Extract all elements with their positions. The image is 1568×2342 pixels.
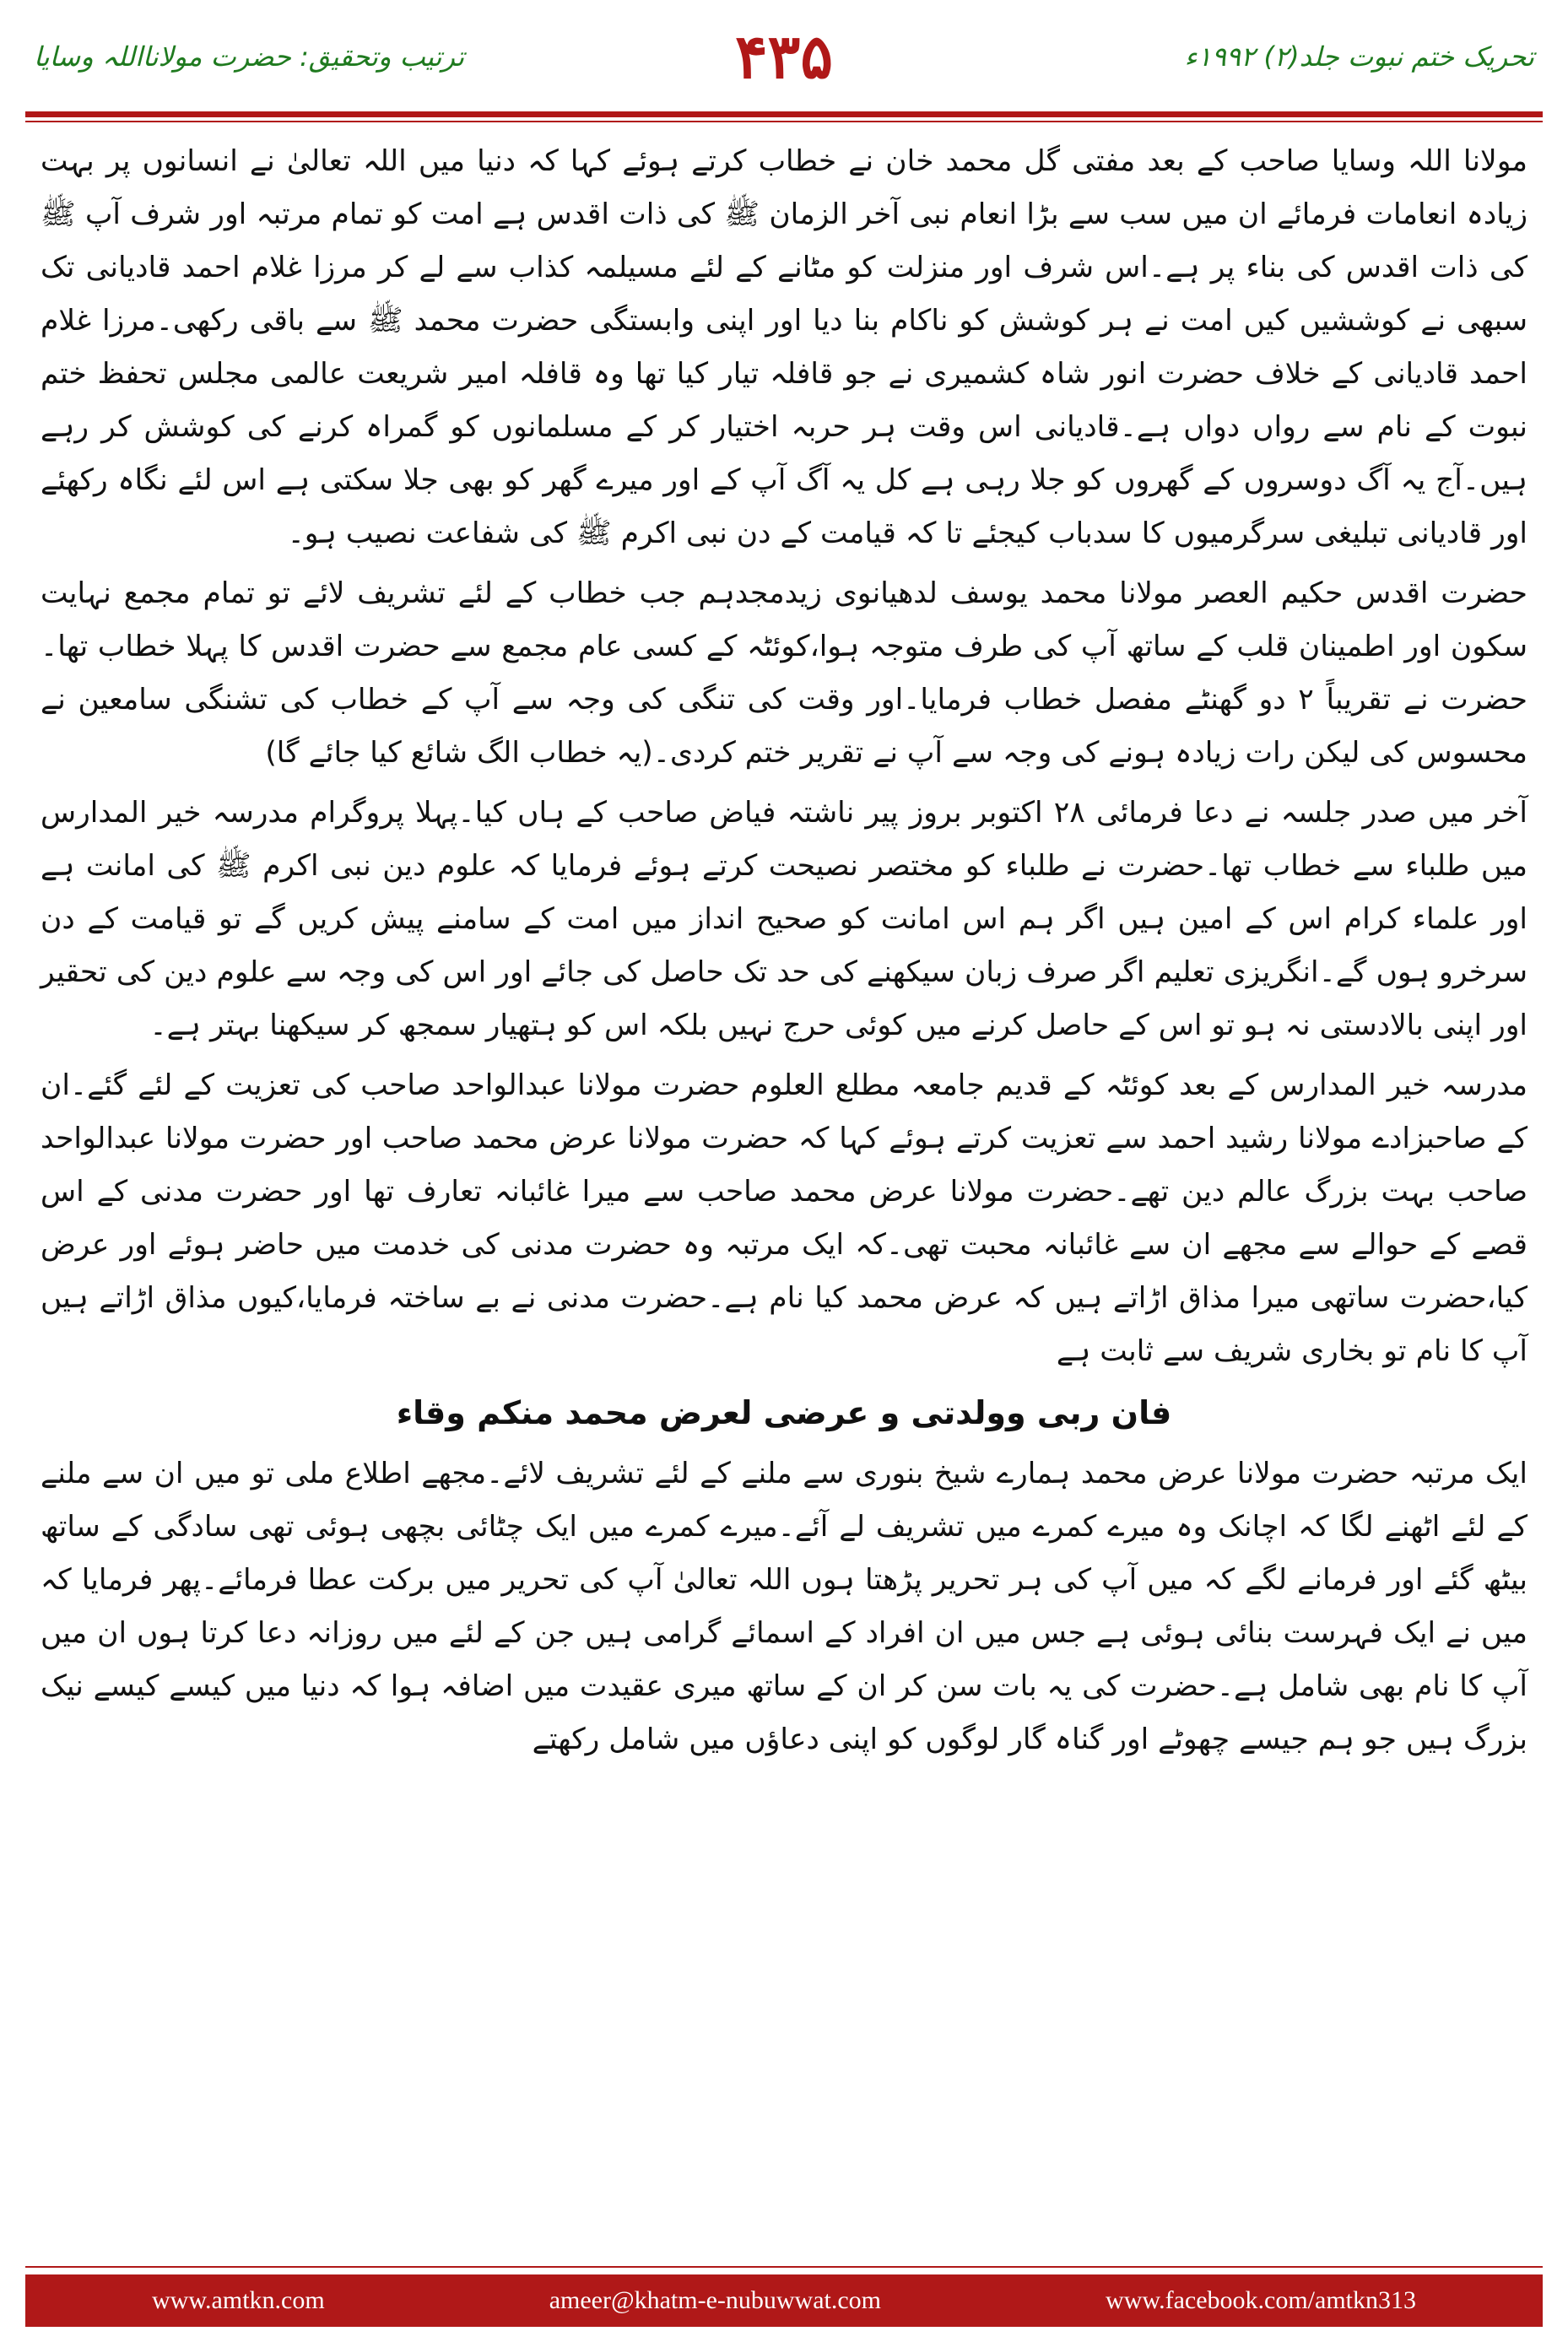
paragraph: ایک مرتبہ حضرت مولانا عرض محمد ہمارے شیخ بنوری سے ملنے کے لئے تشریف لائے۔مجھے اطلاع ملی تو میں ان سے ملنے کے لئے اٹھنے لگا کہ اچانک وہ میرے کمرے میں تشریف لے آئے۔میرے کمرے میں ایک چٹائی بچھی ہوئی تھی سادگی کے ساتھ بیٹھ گئے اور فرمانے لگے کہ میں آپ کی ہر تحریر پڑھتا ہوں اللہ تعالیٰ آپ کی تحریر میں برکت عطا فرمائے۔پھر فرمایا کہ میں نے ایک فہرست بنائی ہوئی ہے جس میں ان افراد کے اسمائے گرامی ہیں جن کے لئے میں روزانہ دعا کرتا ہوں ان میں آپ کا نام بھی شامل ہے۔حضرت کی یہ بات سن کر ان کے ساتھ میری عقیدت میں اضافہ ہوا کہ دنیا میں کیسے کیسے نیک بزرگ ہیں جو ہم جیسے چھوٹے اور گناہ گار لوگوں کو اپنی دعاؤں میں شامل رکھتے bbox=[41, 1457, 1527, 1756]
compiler-credit: ترتیب وتحقیق: حضرت مولانااللہ وسایا bbox=[34, 41, 465, 73]
page-footer bbox=[25, 2274, 1543, 2327]
website-link[interactable]: www.amtkn.com bbox=[152, 2286, 325, 2314]
email-link[interactable]: ameer@khatm-e-nubuwwat.com bbox=[549, 2286, 882, 2314]
article-body bbox=[41, 135, 1527, 2249]
book-title: تحریک ختم نبوت جلد(۲) ۱۹۹۲ء bbox=[1184, 41, 1534, 73]
paragraph: مدرسہ خیر المدارس کے بعد کوئٹہ کے قدیم جامعہ مطلع العلوم حضرت مولانا عبدالواحد صاحب کی تعزیت کے لئے گئے۔ان کے صاحبزادے مولانا رشید احمد سے تعزیت کرتے ہوئے کہا کہ حضرت مولانا عرض محمد صاحب اور حضرت مولانا عبدالواحد صاحب بہت بزرگ عالم دین تھے۔حضرت مولانا عرض محمد صاحب سے میرا غائبانہ تعارف تھا اور حضرت مدنی کے اس قصے کے حوالے سے مجھے ان سے غائبانہ محبت تھی۔کہ ایک مرتبہ وہ حضرت مدنی کی خدمت میں حاضر ہوئے اور عرض کیا،حضرت ساتھی میرا مذاق اڑاتے ہیں کہ عرض محمد کیا نام ہے۔حضرت مدنی نے بے ساختہ فرمایا،کیوں مذاق اڑاتے ہیں آپ کا نام تو بخاری شریف سے ثابت ہے bbox=[41, 1068, 1527, 1368]
arabic-verse: فان ربی وولدتی و عرضی لعرض محمد منکم وقاء bbox=[396, 1394, 1172, 1431]
footer-divider bbox=[25, 2266, 1543, 2268]
paragraph: حضرت اقدس حکیم العصر مولانا محمد یوسف لدھیانوی زیدمجدہم جب خطاب کے لئے تشریف لائے تو تمام مجمع نہایت سکون اور اطمینان قلب کے ساتھ آپ کی طرف متوجہ ہوا،کوئٹہ کے کسی عام مجمع سے حضرت اقدس کا پہلا خطاب تھا۔حضرت نے تقریباً ۲ دو گھنٹے مفصل خطاب فرمایا۔اور وقت کی تنگی کی وجہ سے آپ کے خطاب کی تشنگی سامعین نے محسوس کی لیکن رات زیادہ ہونے کی وجہ سے آپ نے تقریر ختم کردی۔(یہ خطاب الگ شائع کیا جائے گا) bbox=[41, 576, 1527, 770]
paragraph: مولانا اللہ وسایا صاحب کے بعد مفتی گل محمد خان نے خطاب کرتے ہوئے کہا کہ دنیا میں اللہ تعالیٰ نے انسانوں پر بہت زیادہ انعامات فرمائے ان میں سب سے بڑا انعام نبی آخر الزمان ﷺ کی ذات اقدس ہے امت کو تمام مرتبہ اور شرف آپ ﷺ کی ذات اقدس کی بناء پر ہے۔اس شرف اور منزلت کو مٹانے کے لئے مسیلمہ کذاب سے لے کر مرزا غلام احمد قادیانی تک سبھی نے کوششیں کیں امت نے ہر کوشش کو ناکام بنا دیا اور اپنی وابستگی حضرت محمد ﷺ سے باقی رکھی۔مرزا غلام احمد قادیانی کے خلاف حضرت انور شاہ کشمیری نے جو قافلہ تیار کیا تھا وہ قافلہ امیر شریعت عالمی مجلس تحفظ ختم نبوت کے نام سے رواں دواں ہے۔قادیانی اس وقت ہر حربہ اختیار کر کے مسلمانوں کو گمراہ کرنے کی کوشش کر رہے ہیں۔آج یہ آگ دوسروں کے گھروں کو جلا رہی ہے کل یہ آگ آپ کے اور میرے گھر کو بھی جلا سکتی ہے اس لئے نگاہ رکھئے اور قادیانی تبلیغی سرگرمیوں کا سدباب کیجئے تا کہ قیامت کے دن نبی اکرم ﷺ کی شفاعت نصیب ہو۔ bbox=[41, 144, 1527, 550]
page-number: ۴۳۵ bbox=[734, 20, 833, 92]
page-header bbox=[25, 15, 1543, 110]
facebook-link[interactable]: www.facebook.com/amtkn313 bbox=[1106, 2286, 1416, 2314]
header-divider-thin bbox=[25, 121, 1543, 122]
header-divider bbox=[25, 111, 1543, 117]
paragraph: آخر میں صدر جلسہ نے دعا فرمائی ۲۸ اکتوبر بروز پیر ناشتہ فیاض صاحب کے ہاں کیا۔پہلا پروگرام مدرسہ خیر المدارس میں طلباء سے خطاب تھا۔حضرت نے طلباء کو مختصر نصیحت کرتے ہوئے فرمایا کہ علوم دین نبی اکرم ﷺ کی امانت ہے اور علماء کرام اس کے امین ہیں اگر ہم اس امانت کو صحیح انداز میں امت کے سامنے پیش کریں گے تو قیامت کے دن سرخرو ہوں گے۔انگریزی تعلیم اگر صرف زبان سیکھنے کی حد تک حاصل کی جائے اور اس کی وجہ سے علوم دین کی تحقیر اور اپنی بالادستی نہ ہو تو اس کے حاصل کرنے میں کوئی حرج نہیں بلکہ اس کو ہتھیار سمجھ کر سیکھنا بہتر ہے۔ bbox=[41, 796, 1527, 1042]
